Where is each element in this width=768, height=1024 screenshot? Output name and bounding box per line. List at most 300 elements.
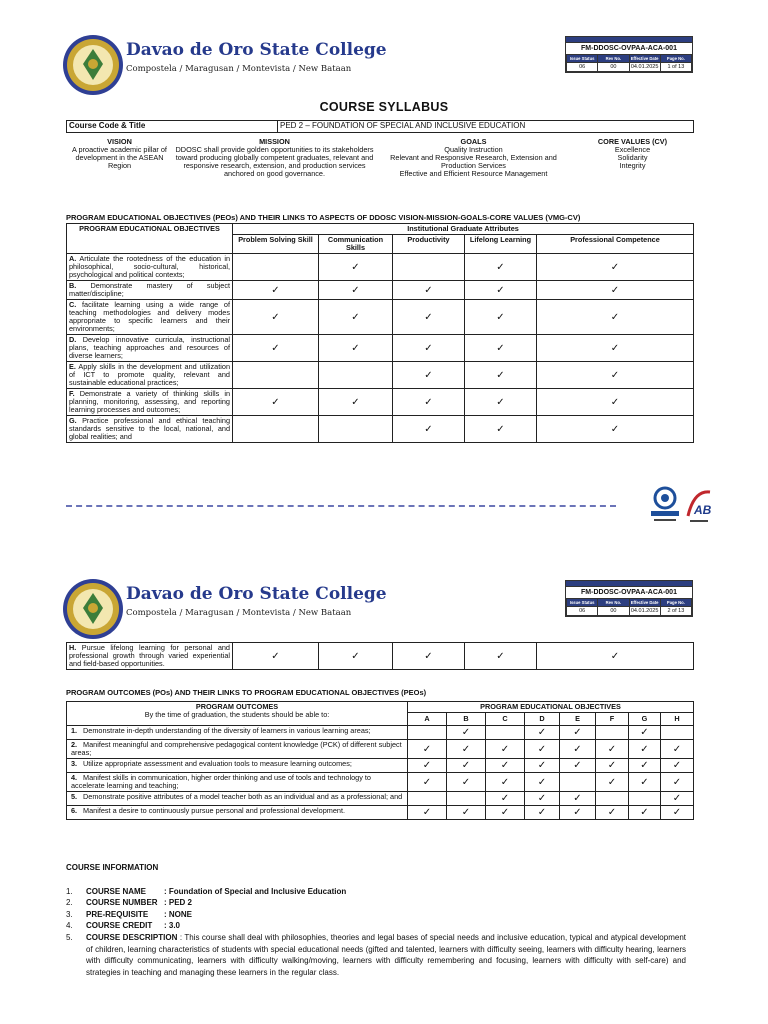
check-mark-icon: ✓ xyxy=(351,311,360,323)
course-code-table xyxy=(66,120,694,133)
check-cell xyxy=(393,281,465,300)
check-cell xyxy=(447,792,486,806)
check-cell xyxy=(465,254,537,281)
po-outcome-cell xyxy=(67,806,408,820)
po-number: 1. xyxy=(71,726,78,736)
check-mark-icon: ✓ xyxy=(672,776,682,788)
check-cell xyxy=(537,254,694,281)
check-mark-icon: ✓ xyxy=(271,284,280,296)
peo-table xyxy=(66,223,694,443)
goals-heading: GOALS xyxy=(460,137,487,146)
college-name: Davao de Oro State College xyxy=(126,584,387,604)
check-cell xyxy=(525,792,560,806)
college-name: Davao de Oro State College xyxy=(126,40,387,60)
check-cell xyxy=(319,643,393,670)
check-mark-icon: ✓ xyxy=(607,743,617,755)
check-cell xyxy=(408,773,447,792)
check-cell xyxy=(408,740,447,759)
check-mark-icon: ✓ xyxy=(573,760,582,772)
check-mark-icon: ✓ xyxy=(461,807,471,819)
peo-row xyxy=(67,300,694,335)
check-mark-icon: ✓ xyxy=(461,743,471,755)
check-mark-icon: ✓ xyxy=(640,727,649,739)
check-mark-icon: ✓ xyxy=(537,760,547,772)
check-mark-icon: ✓ xyxy=(496,369,505,381)
core-values-heading: CORE VALUES (CV) xyxy=(597,137,668,146)
peo-objective-text: Develop innovative curricula, instructional plans, teaching approaches and resources of diverse learners; xyxy=(69,335,231,361)
check-mark-icon: ✓ xyxy=(500,793,510,805)
college-seal-logo xyxy=(62,578,124,640)
check-cell xyxy=(486,759,525,773)
check-mark-icon: ✓ xyxy=(424,342,433,354)
peo-letter: H. xyxy=(69,643,77,652)
check-cell xyxy=(560,773,596,792)
course-information-item xyxy=(66,909,686,921)
po-column-header xyxy=(67,702,408,726)
po-outcome-text: Demonstrate positive attributes of a model teacher both as an individual and as a professional; and xyxy=(83,792,403,802)
check-cell xyxy=(465,389,537,416)
check-mark-icon: ✓ xyxy=(496,650,505,662)
check-cell xyxy=(233,335,319,362)
check-mark-icon: ✓ xyxy=(461,727,471,739)
peo-objective-text: Apply skills in the development and utilization of ICT to promote quality, relevant and sustainable educational practices; xyxy=(69,362,231,388)
core-value-item: Integrity xyxy=(619,161,646,171)
mission-heading: MISSION xyxy=(259,137,290,146)
check-cell xyxy=(537,335,694,362)
check-cell xyxy=(661,740,694,759)
check-cell xyxy=(233,281,319,300)
check-mark-icon: ✓ xyxy=(610,423,620,435)
mission-text: DDOSC shall provide golden opportunities to its stakeholders toward producing globally competent graduates, relevant and responsive research, extension, and production services anchored on good governance. xyxy=(175,145,374,179)
check-cell xyxy=(525,740,560,759)
check-cell xyxy=(447,759,486,773)
peo-letter: C. xyxy=(69,300,77,310)
check-cell xyxy=(596,759,629,773)
check-cell xyxy=(596,792,629,806)
check-cell xyxy=(465,643,537,670)
check-cell xyxy=(596,773,629,792)
peo-row xyxy=(67,254,694,281)
check-mark-icon: ✓ xyxy=(537,727,547,739)
po-outcome-cell xyxy=(67,773,408,792)
effective-date-header: Effective Date xyxy=(630,600,659,605)
po-number: 3. xyxy=(71,759,78,769)
check-mark-icon: ✓ xyxy=(610,650,620,662)
check-mark-icon: ✓ xyxy=(500,760,510,772)
vision-text: A proactive academic pillar of development in the ASEAN Region xyxy=(72,145,167,171)
peo-objective-text: Articulate the rootedness of the education in philosophical, socio-cultural, historical, psychological and political contexts; xyxy=(69,254,231,280)
check-cell xyxy=(486,740,525,759)
peo-column-header: PROGRAM EDUCATIONAL OBJECTIVES xyxy=(67,224,233,254)
check-mark-icon: ✓ xyxy=(537,793,547,805)
check-mark-icon: ✓ xyxy=(610,284,620,296)
check-cell xyxy=(233,643,319,670)
course-information-heading: COURSE INFORMATION xyxy=(66,863,159,872)
po-outcome-cell xyxy=(67,740,408,759)
check-cell xyxy=(486,773,525,792)
check-cell xyxy=(629,740,661,759)
socotec-certification-logo xyxy=(648,486,682,526)
check-mark-icon: ✓ xyxy=(610,396,620,408)
check-cell xyxy=(319,281,393,300)
check-mark-icon: ✓ xyxy=(573,743,582,755)
check-cell xyxy=(560,726,596,740)
po-outcome-text: Manifest meaningful and comprehensive pedagogical content knowledge (PCK) of different subject areas; xyxy=(71,740,402,758)
issue-status-header: Issue Status xyxy=(567,599,598,607)
peo-letters-header xyxy=(408,702,694,726)
check-mark-icon: ✓ xyxy=(351,396,360,408)
core-value-item: Solidarity xyxy=(617,153,648,163)
check-mark-icon: ✓ xyxy=(496,311,505,323)
po-table-body xyxy=(67,726,694,820)
course-info-label: COURSE CREDIT xyxy=(86,921,153,931)
peo-row xyxy=(67,416,694,443)
check-mark-icon: ✓ xyxy=(640,760,649,772)
check-cell xyxy=(560,792,596,806)
peo-letter: D. xyxy=(69,335,77,345)
check-mark-icon: ✓ xyxy=(672,760,682,772)
check-mark-icon: ✓ xyxy=(496,284,505,296)
issue-status-value: 06 xyxy=(567,63,598,72)
check-mark-icon: ✓ xyxy=(271,396,280,408)
check-mark-icon: ✓ xyxy=(537,743,547,755)
page-title: COURSE SYLLABUS xyxy=(319,100,449,114)
peo-row xyxy=(67,281,694,300)
peo-table-body xyxy=(67,254,694,443)
peo-letters-title: PROGRAM EDUCATIONAL OBJECTIVES xyxy=(408,702,693,713)
college-campuses: Compostela / Maragusan / Montevista / New Bataan xyxy=(126,608,352,618)
list-number: 5. xyxy=(66,932,73,942)
check-cell xyxy=(319,362,393,389)
course-info-value: : PED 2 xyxy=(164,898,193,908)
po-outcome-text: Demonstrate in-depth understanding of the diversity of learners in various learning areas; xyxy=(83,726,371,736)
check-cell xyxy=(560,759,596,773)
graduate-attributes-header: Institutional Graduate Attributes xyxy=(233,224,694,235)
course-code-label: Course Code & Title xyxy=(67,121,278,133)
check-cell xyxy=(233,416,319,443)
check-cell xyxy=(661,773,694,792)
check-mark-icon: ✓ xyxy=(496,396,505,408)
peo-section-heading: PROGRAM EDUCATIONAL OBJECTIVES (PEOs) AND THEIR LINKS TO ASPECTS OF DDOSC VISION-MISSION-GOALS-CORE VALUES (VMG-CV) xyxy=(66,213,581,222)
check-cell xyxy=(465,300,537,335)
syllabus-page-2 xyxy=(0,560,768,1024)
check-cell xyxy=(537,416,694,443)
check-mark-icon: ✓ xyxy=(424,369,433,381)
rev-no-header: Rev No. xyxy=(598,55,629,63)
check-mark-icon: ✓ xyxy=(607,760,617,772)
po-number: 2. xyxy=(71,740,78,750)
check-mark-icon: ✓ xyxy=(422,743,432,755)
check-cell xyxy=(233,254,319,281)
po-column-subtitle: By the time of graduation, the students should be able to: xyxy=(144,710,330,720)
attribute-header: Productivity xyxy=(393,235,465,254)
check-cell xyxy=(447,773,486,792)
document-code: FM-DDOSC-OVPAA-ACA-001 xyxy=(566,42,692,54)
check-cell xyxy=(486,726,525,740)
check-cell xyxy=(319,300,393,335)
page-no-value: 1 of 13 xyxy=(660,63,691,72)
check-cell xyxy=(560,806,596,820)
check-cell xyxy=(447,726,486,740)
document-code: FM-DDOSC-OVPAA-ACA-001 xyxy=(566,586,692,598)
po-outcome-cell xyxy=(67,792,408,806)
po-section-heading: PROGRAM OUTCOMES (POs) AND THEIR LINKS TO PROGRAM EDUCATIONAL OBJECTIVES (PEOs) xyxy=(66,688,427,697)
peo-letter-header: D xyxy=(525,713,560,725)
core-value-item: Excellence xyxy=(614,145,651,155)
check-cell xyxy=(393,389,465,416)
rev-no-value: 00 xyxy=(598,607,629,616)
check-cell xyxy=(560,740,596,759)
goals-cell xyxy=(376,137,571,179)
peo-objective-cell xyxy=(67,416,233,443)
peo-objective-cell xyxy=(67,389,233,416)
check-cell xyxy=(233,362,319,389)
check-cell xyxy=(408,726,447,740)
check-cell xyxy=(596,740,629,759)
peo-objective-cell xyxy=(67,335,233,362)
effective-date-value: 04.01.2025 xyxy=(630,608,659,614)
peo-objective-text: Practice professional and ethical teaching standards sensitive to the local, national, and global realities; and xyxy=(69,416,231,442)
check-mark-icon: ✓ xyxy=(271,311,280,323)
page-footer-divider xyxy=(66,505,616,507)
check-mark-icon: ✓ xyxy=(573,727,582,739)
course-info-label: PRE-REQUISITE xyxy=(86,909,149,919)
po-column-title: PROGRAM OUTCOMES xyxy=(195,702,279,711)
check-mark-icon: ✓ xyxy=(500,776,510,788)
peo-objective-cell xyxy=(67,254,233,281)
page-header xyxy=(62,578,702,642)
check-cell xyxy=(537,389,694,416)
check-mark-icon: ✓ xyxy=(640,807,649,819)
check-cell xyxy=(465,416,537,443)
peo-table-body xyxy=(67,643,694,670)
course-info-value: : 3.0 xyxy=(164,921,181,931)
check-cell xyxy=(596,806,629,820)
check-cell xyxy=(408,759,447,773)
peo-objective-text: Pursue lifelong learning for personal and professional growth through varied experiential and field-based opportunities. xyxy=(69,643,230,669)
peo-objective-text: Demonstrate a variety of thinking skills in planning, monitoring, assessing, and reporting learning processes and outcomes; xyxy=(69,389,230,415)
check-cell xyxy=(319,335,393,362)
check-mark-icon: ✓ xyxy=(461,760,471,772)
vision-cell xyxy=(66,137,173,179)
page-no-value: 2 of 13 xyxy=(660,607,691,616)
goal-item: Relevant and Responsive Research, Extension and Production Services xyxy=(390,153,557,171)
peo-letter: F. xyxy=(69,389,75,399)
check-mark-icon: ✓ xyxy=(271,342,280,354)
attribute-header: Problem Solving Skill xyxy=(233,235,319,254)
check-cell xyxy=(393,300,465,335)
course-info-label: COURSE NUMBER xyxy=(86,898,158,908)
document-code-box xyxy=(565,580,693,617)
check-mark-icon: ✓ xyxy=(424,423,433,435)
svg-text:AB: AB xyxy=(694,503,712,517)
check-mark-icon: ✓ xyxy=(424,311,433,323)
check-mark-icon: ✓ xyxy=(573,807,582,819)
course-info-label: COURSE NAME xyxy=(86,886,147,896)
check-cell xyxy=(537,643,694,670)
check-cell xyxy=(629,726,661,740)
peo-objective-cell xyxy=(67,643,233,670)
check-mark-icon: ✓ xyxy=(672,793,682,805)
peo-table-continued xyxy=(66,642,694,670)
check-mark-icon: ✓ xyxy=(610,342,620,354)
check-cell xyxy=(629,759,661,773)
check-cell xyxy=(661,792,694,806)
document-code-box xyxy=(565,36,693,73)
list-number: 1. xyxy=(66,886,73,896)
check-mark-icon: ✓ xyxy=(610,311,620,323)
core-values-cell xyxy=(571,137,694,179)
check-cell xyxy=(486,806,525,820)
course-code-value: PED 2 – FOUNDATION OF SPECIAL AND INCLUSIVE EDUCATION xyxy=(278,121,694,133)
peo-letter-header: A xyxy=(408,713,447,725)
check-mark-icon: ✓ xyxy=(672,807,682,819)
peo-letter-row xyxy=(408,713,693,725)
list-number: 4. xyxy=(66,921,73,931)
page-no-header: Page No. xyxy=(660,55,691,63)
po-outcome-text: Utilize appropriate assessment and evaluation tools to measure learning outcomes; xyxy=(83,759,352,769)
goal-item: Effective and Efficient Resource Management xyxy=(399,169,548,179)
page-header xyxy=(62,34,702,98)
vmgcv-table xyxy=(66,137,694,179)
check-mark-icon: ✓ xyxy=(496,423,505,435)
peo-objective-text: facilitate learning using a wide range of teaching methodologies and delivery modes appropriate to specific learners and their environments; xyxy=(69,300,230,334)
peo-letter-header: B xyxy=(447,713,486,725)
check-cell xyxy=(629,792,661,806)
college-seal-logo xyxy=(62,34,124,96)
peo-letter: B. xyxy=(69,281,77,291)
check-cell xyxy=(525,773,560,792)
course-description xyxy=(86,932,686,978)
check-mark-icon: ✓ xyxy=(573,793,582,805)
check-cell xyxy=(393,254,465,281)
check-cell xyxy=(319,416,393,443)
mission-cell xyxy=(173,137,376,179)
check-cell xyxy=(465,335,537,362)
check-cell xyxy=(596,726,629,740)
effective-date-value: 04.01.2025 xyxy=(630,64,659,70)
check-mark-icon: ✓ xyxy=(422,776,432,788)
peo-row xyxy=(67,389,694,416)
check-cell xyxy=(537,281,694,300)
effective-date-header: Effective Date xyxy=(630,56,659,61)
course-description-item xyxy=(66,932,686,978)
check-mark-icon: ✓ xyxy=(537,807,547,819)
course-info-value: : NONE xyxy=(164,909,192,919)
check-cell xyxy=(661,726,694,740)
check-cell xyxy=(393,416,465,443)
peo-objective-text: Demonstrate mastery of subject matter/discipline; xyxy=(69,281,230,299)
check-mark-icon: ✓ xyxy=(351,650,360,662)
peo-objective-cell xyxy=(67,362,233,389)
peo-letter: A. xyxy=(69,254,77,264)
course-info-value: : Foundation of Special and Inclusive Education xyxy=(164,886,347,896)
rev-no-value: 00 xyxy=(598,63,629,72)
peo-letter-header: C xyxy=(486,713,525,725)
course-information-item xyxy=(66,897,686,909)
check-mark-icon: ✓ xyxy=(610,261,620,273)
po-row xyxy=(67,792,694,806)
list-number: 2. xyxy=(66,898,73,908)
check-cell xyxy=(465,362,537,389)
check-mark-icon: ✓ xyxy=(610,369,620,381)
check-mark-icon: ✓ xyxy=(271,650,280,662)
attribute-header: Professional Competence xyxy=(537,235,694,254)
check-cell xyxy=(465,281,537,300)
peo-letter-header: G xyxy=(629,713,661,725)
check-mark-icon: ✓ xyxy=(640,743,649,755)
check-mark-icon: ✓ xyxy=(640,776,649,788)
check-mark-icon: ✓ xyxy=(461,776,471,788)
check-mark-icon: ✓ xyxy=(351,261,360,273)
peo-letter: G. xyxy=(69,416,77,426)
check-cell xyxy=(393,335,465,362)
po-row xyxy=(67,759,694,773)
peo-row xyxy=(67,643,694,670)
check-cell xyxy=(661,806,694,820)
check-mark-icon: ✓ xyxy=(351,342,360,354)
check-cell xyxy=(537,300,694,335)
peo-objective-cell xyxy=(67,281,233,300)
course-information-list xyxy=(66,886,686,932)
po-row xyxy=(67,806,694,820)
check-cell xyxy=(393,362,465,389)
po-outcome-text: Manifest a desire to continuously pursue personal and professional development. xyxy=(83,806,346,816)
po-row xyxy=(67,773,694,792)
check-mark-icon: ✓ xyxy=(424,650,433,662)
peo-letter-header: F xyxy=(596,713,629,725)
peo-letter: E. xyxy=(69,362,76,372)
attribute-header: Communication Skills xyxy=(319,235,393,254)
po-outcome-cell xyxy=(67,726,408,740)
course-information-item xyxy=(66,886,686,898)
po-number: 5. xyxy=(71,792,78,802)
page-no-header: Page No. xyxy=(660,599,691,607)
check-cell xyxy=(393,643,465,670)
check-cell xyxy=(447,740,486,759)
check-cell xyxy=(525,806,560,820)
check-mark-icon: ✓ xyxy=(422,807,432,819)
check-mark-icon: ✓ xyxy=(496,261,505,273)
course-description-text: : This course shall deal with philosophies, theories and legal bases of special needs and inclusive education, typical and atypical development of children, learning characteristics of students with special educational needs (gifted and talented, learners with difficulty seeing, learners with difficulty hearing, learners with difficulty communicating, learners with difficulty walking/moving, learners with difficulty remembering and focusing, learners with difficulty with self-care) and strategies in teaching and managing these learners in the regular class. xyxy=(86,932,686,977)
attribute-header: Lifelong Learning xyxy=(465,235,537,254)
check-cell xyxy=(447,806,486,820)
course-information-section xyxy=(66,862,686,978)
list-number: 3. xyxy=(66,909,73,919)
check-cell xyxy=(408,792,447,806)
peo-letter-header: E xyxy=(560,713,596,725)
po-number: 4. xyxy=(71,773,78,783)
check-mark-icon: ✓ xyxy=(500,807,510,819)
check-cell xyxy=(629,773,661,792)
po-row xyxy=(67,740,694,759)
peo-objective-cell xyxy=(67,300,233,335)
check-cell xyxy=(319,254,393,281)
goal-item: Quality Instruction xyxy=(444,145,503,155)
po-number: 6. xyxy=(71,806,78,816)
check-cell xyxy=(408,806,447,820)
peo-row xyxy=(67,362,694,389)
check-mark-icon: ✓ xyxy=(500,743,510,755)
check-mark-icon: ✓ xyxy=(424,396,433,408)
po-row xyxy=(67,726,694,740)
iab-accreditation-logo xyxy=(684,486,714,526)
check-cell xyxy=(233,389,319,416)
check-cell xyxy=(319,389,393,416)
check-cell xyxy=(486,792,525,806)
check-cell xyxy=(661,759,694,773)
check-mark-icon: ✓ xyxy=(672,743,682,755)
